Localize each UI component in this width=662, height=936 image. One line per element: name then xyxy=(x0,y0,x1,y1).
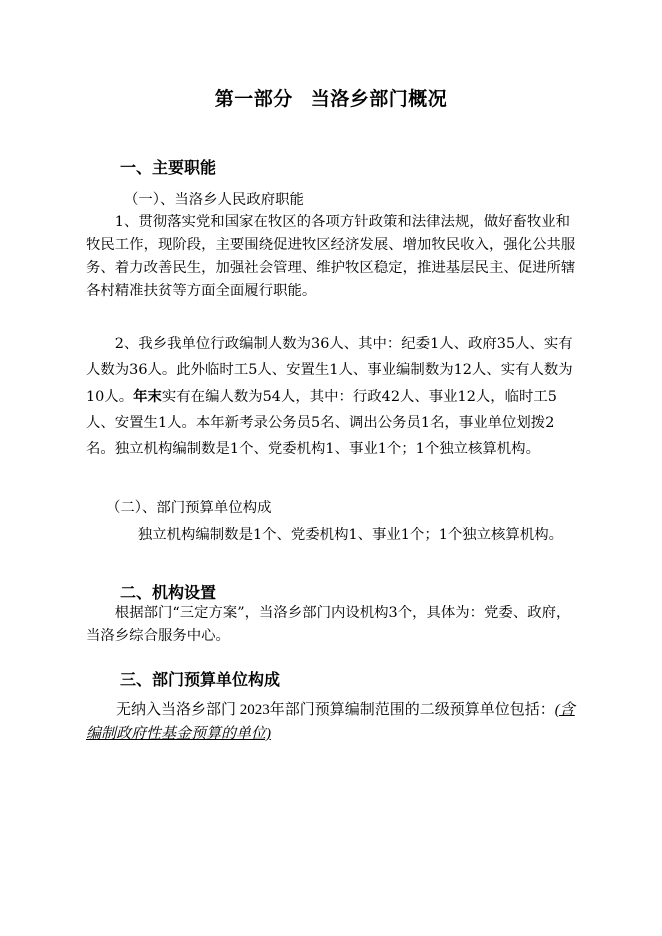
paragraph-duties: 1、贯彻落实党和国家在牧区的各项方针政策和法律法规，做好畜牧业和牧民工作，现阶段，主要围绕促进牧区经济发展、增加牧民收入，强化公共服务、着力改善民生，加强社会管理、维护牧区稳定，推进基层民主、促进所辖各村精准扶贫等方面全面履行职能。 xyxy=(86,214,576,299)
secondary-units-note: (含编制政府性基金预算的单位) xyxy=(86,702,575,742)
title-name: 当洛乡部门概况 xyxy=(310,88,448,110)
section-3-heading: 三、部门预算单位构成 xyxy=(120,670,281,689)
secondary-units-text: 无纳入当洛乡部门 2023年部门预算编制范围的二级预算单位包括： xyxy=(116,702,555,718)
staffing-text-b: 实有在编人数为54人，其中：行政42人、事业12人，临时工5人、安置生1人。本年新考录公务员5名、调出公务员1名，事业单位划拨2名。独立机构编制数是1个、党委机构1、事业1个；1个独立核算机构。 xyxy=(86,388,557,458)
subsection-1-title: （一）、当洛乡人民政府职能 xyxy=(124,192,304,208)
paragraph-staffing xyxy=(86,331,576,462)
title-part: 第一部分 xyxy=(214,88,293,110)
staffing-text-a: 2、我乡我单位行政编制人数为36人、其中：纪委1人、政府35人、实有人数为36人。此外临时工5人、安置生1人、事业编制数为12人、实有人数为10人。 xyxy=(86,336,573,405)
paragraph-budget-units: 独立机构编制数是1个、党委机构1、事业1个；1个独立核算机构。 xyxy=(137,527,564,543)
paragraph-organization: 根据部门“三定方案”，当洛乡部门内设机构3个，具体为：党委、政府，当洛乡综合服务中心。 xyxy=(86,605,571,644)
section-2-heading: 二、机构设置 xyxy=(120,583,217,602)
section-1-heading: 一、主要职能 xyxy=(120,158,217,177)
page-title xyxy=(0,84,662,111)
staffing-bold-text: 年末 xyxy=(133,388,162,405)
subsection-2-title: （二）、部门预算单位构成 xyxy=(106,500,272,516)
paragraph-secondary-units xyxy=(86,698,576,746)
